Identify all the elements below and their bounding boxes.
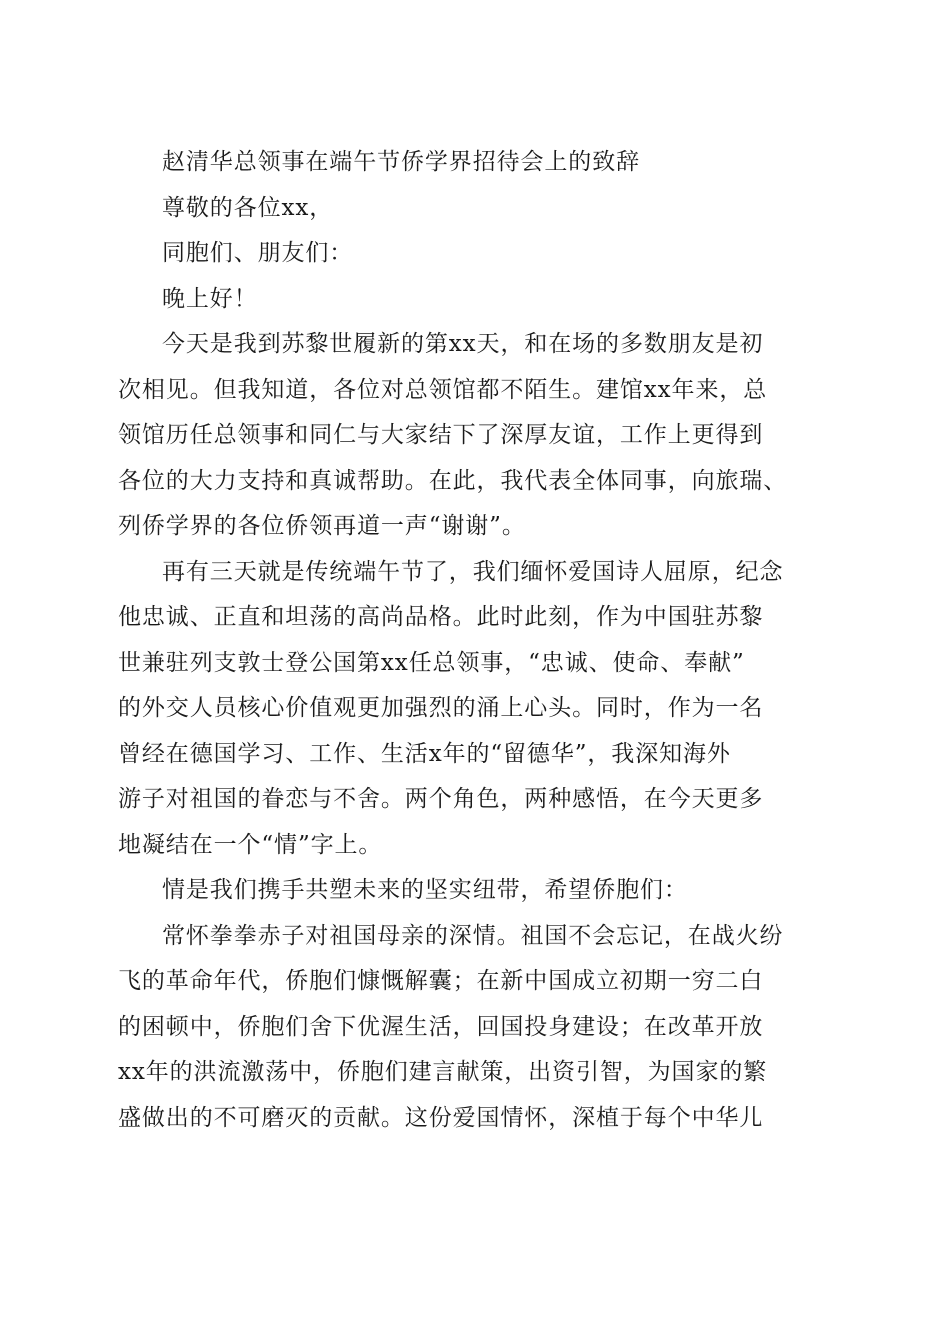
- paragraph-line: 地凝结在一个“情”字上。: [118, 831, 383, 858]
- salutation-line: 同胞们、朋友们：: [162, 240, 354, 266]
- paragraph-line: 盛做出的不可磨灭的贡献。这份爱国情怀，深植于每个中华儿: [118, 1104, 764, 1131]
- paragraph-line: 飞的革命年代，侨胞们慷慨解囊；在新中国成立初期一穷二白: [118, 968, 764, 994]
- paragraph-4: [118, 914, 838, 1142]
- paragraph-line: xx年的洪流激荡中，侨胞们建言献策，出资引智，为国家的繁: [118, 1059, 768, 1085]
- document-title: 赵清华总领事在端午节侨学界招待会上的致辞: [162, 149, 640, 175]
- paragraph-line: 列侨学界的各位侨领再道一声“谢谢”。: [118, 513, 526, 539]
- salutation-line: 晚上好！: [162, 285, 258, 312]
- paragraph-1: [118, 322, 838, 550]
- paragraph-3: [118, 868, 838, 914]
- paragraph-line: 他忠诚、正直和坦荡的高尚品格。此时此刻，作为中国驻苏黎: [118, 604, 764, 630]
- paragraph-line: 常怀拳拳赤子对祖国母亲的深情。祖国不会忘记，在战火纷: [162, 922, 784, 949]
- document-body: [118, 140, 838, 1141]
- paragraph-line: 的困顿中，侨胞们舍下优渥生活，回国投身建设；在改革开放: [118, 1013, 764, 1040]
- paragraph-line: 游子对祖国的眷恋与不舍。两个角色，两种感悟，在今天更多: [118, 786, 764, 812]
- paragraph-line: 曾经在德国学习、工作、生活x年的“留德华”，我深知海外: [118, 740, 731, 767]
- paragraph-line: 次相见。但我知道，各位对总领馆都不陌生。建馆xx年来，总: [118, 376, 768, 403]
- paragraph-line: 的外交人员核心价值观更加强烈的涌上心头。同时，作为一名: [118, 695, 764, 721]
- paragraph-line: 再有三天就是传统端午节了，我们缅怀爱国诗人屈原，纪念: [162, 558, 784, 585]
- paragraph-line: 各位的大力支持和真诚帮助。在此，我代表全体同事，向旅瑞、: [118, 467, 788, 494]
- paragraph-line: 领馆历任总领事和同仁与大家结下了深厚友谊，工作上更得到: [118, 422, 764, 448]
- paragraph-line: 情是我们携手共塑未来的坚实纽带，希望侨胞们：: [162, 877, 688, 903]
- salutation-line: 尊敬的各位xx，: [162, 194, 334, 221]
- paragraph-line: 世兼驻列支敦士登公国第xx任总领事，“忠诚、使命、奉献”: [118, 649, 745, 676]
- paragraph-2: [118, 550, 838, 869]
- paragraph-line: 今天是我到苏黎世履新的第xx天，和在场的多数朋友是初: [162, 331, 764, 357]
